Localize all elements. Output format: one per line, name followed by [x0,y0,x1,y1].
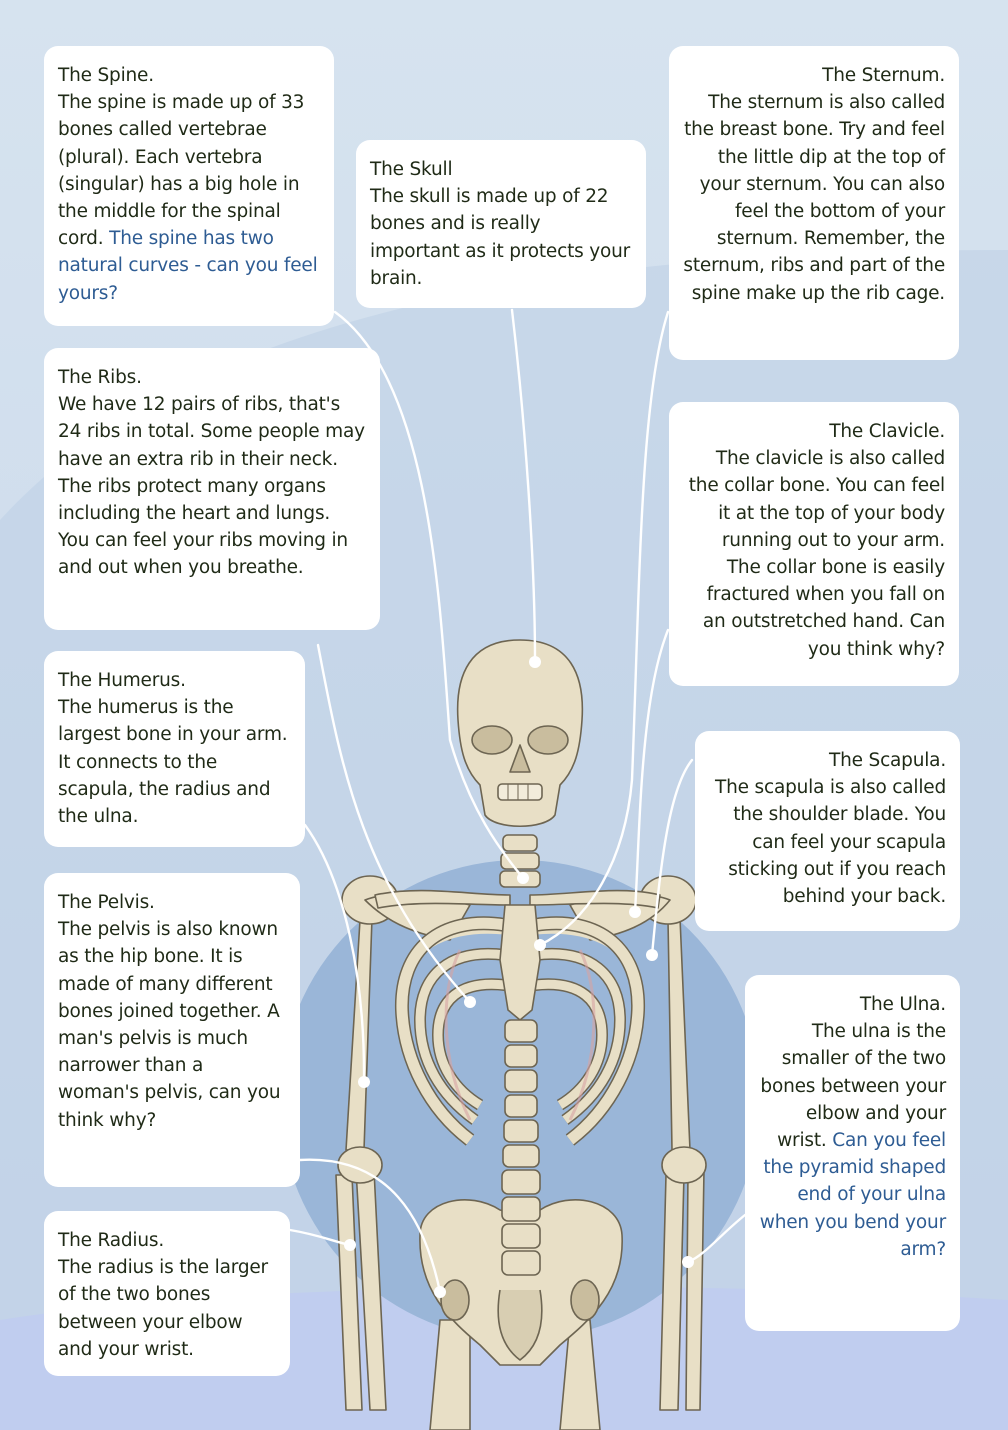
scapula-body: The scapula is also called the shoulder blade. You can feel your scapula sticking out if you reach behind your back. [715,777,946,908]
ribs-title: The Ribs. [58,367,142,388]
spine-highlight: The spine has two natural curves - can you feel yours? [58,228,318,304]
humerus-card [44,651,305,847]
left-humerus [346,918,372,1150]
spine-column [502,1020,540,1275]
clavicle-title: The Clavicle. [829,421,945,442]
ulna-body: The ulna is the smaller of the two bones between your elbow and your wrist. [760,1021,946,1152]
ulna-title: The Ulna. [859,994,946,1015]
radius-title: The Radius. [58,1230,164,1251]
skull-title: The Skull [370,159,453,180]
ribs-body: We have 12 pairs of ribs, that's 24 ribs in total. Some people may have an extra rib in their neck. The ribs protect many organs including the heart and lungs. You can feel your ribs moving in and out when you breathe. [58,394,365,579]
ulna-highlight: Can you feel the pyramid shaped end of your ulna when you bend your arm? [759,1130,946,1260]
scapula-card [695,731,960,931]
right-elbow [662,1147,706,1183]
spine-title: The Spine. [58,65,154,86]
right-radius [660,1175,684,1410]
sternum-card [669,46,959,360]
ulna-card [745,975,960,1331]
spine-body: The spine is made up of 33 bones called vertebrae (plural). Each vertebra (singular) has a big hole in the middle for the spinal cord. [58,92,305,250]
left-eye-socket [472,726,512,754]
humerus-title: The Humerus. [58,670,186,691]
pelvis-body: The pelvis is also known as the hip bone. It is made of many different bones joined together. A man's pelvis is much narrower than a woman's pelvis, can you think why? [58,919,281,1131]
spine-card [44,46,334,326]
clavicle-body: The clavicle is also called the collar bone. You can feel it at the top of your body running out to your arm. The collar bone is easily fractured when you fall on an outstretched hand. Can you think why? [688,448,945,660]
pelvis-card [44,873,300,1187]
connector-sternum [540,312,668,945]
humerus-body: The humerus is the largest bone in your arm. It connects to the scapula, the radius and the ulna. [58,697,288,828]
right-ulna [686,1170,704,1410]
radius-body: The radius is the larger of the two bones between your elbow and your wrist. [58,1257,268,1360]
sternum-title: The Sternum. [822,65,945,86]
right-eye-socket [528,726,568,754]
teeth [498,784,542,800]
radius-card [44,1211,290,1376]
right-humerus [668,918,690,1150]
ribs-card [44,348,380,630]
sternum-bone [500,905,540,1020]
sternum-body: The sternum is also called the breast bone. Try and feel the little dip at the top of your sternum. You can also feel the bottom of your sternum. Remember, the sternum, ribs and part of the spine make up the rib cage. [683,92,945,304]
skull-card [356,140,646,308]
connector-clavicle [635,630,668,912]
left-femur [430,1320,470,1430]
scapula-title: The Scapula. [829,750,946,771]
pelvis-title: The Pelvis. [58,892,155,913]
skull-body: The skull is made up of 22 bones and is really important as it protects your brain. [370,186,631,289]
connector-skull [512,310,535,660]
clavicle-card [669,402,959,686]
